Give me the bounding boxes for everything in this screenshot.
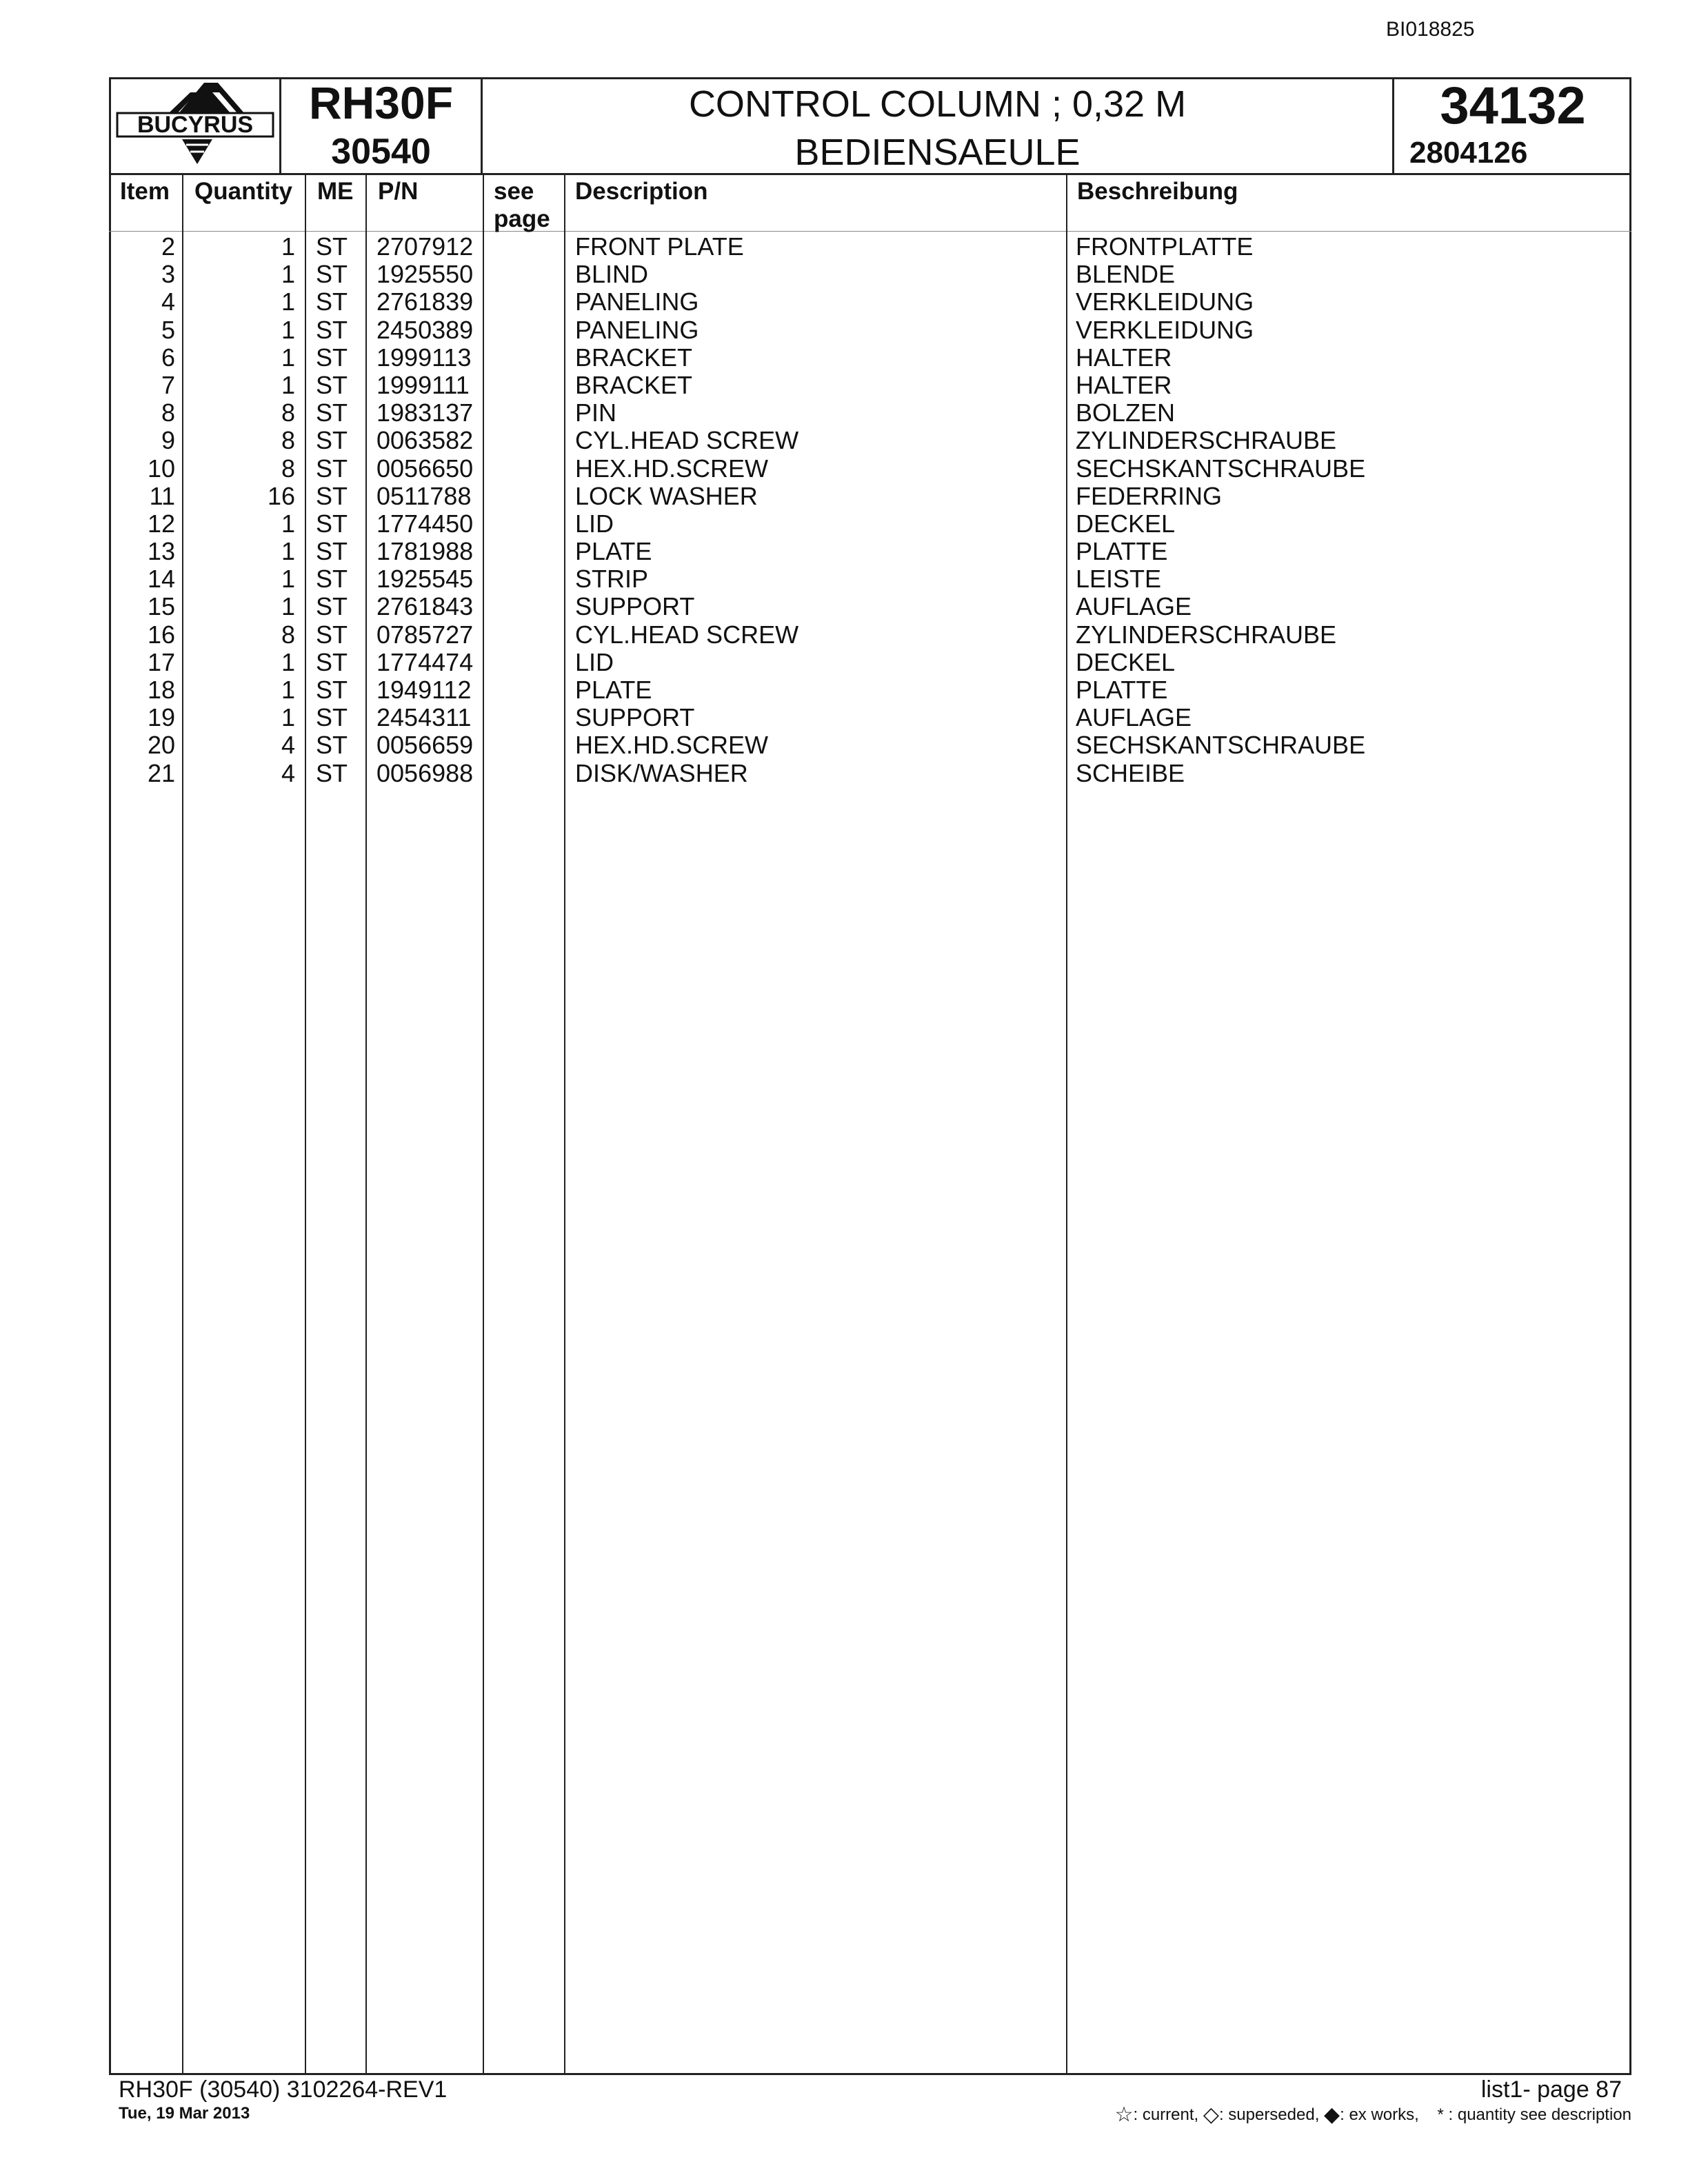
table-row bbox=[109, 483, 1631, 510]
item-cell: 16 bbox=[147, 620, 175, 649]
legend-superseded: : superseded, bbox=[1218, 2105, 1320, 2124]
quantity-cell: 1 bbox=[281, 315, 295, 344]
quantity-cell: 8 bbox=[281, 454, 295, 483]
part-number-cell: 1781988 bbox=[376, 537, 474, 566]
description-cell: BLIND bbox=[575, 260, 649, 289]
item-cell: 5 bbox=[161, 315, 175, 344]
quantity-cell: 8 bbox=[281, 398, 295, 427]
table-row bbox=[109, 261, 1631, 288]
beschreibung-cell: DECKEL bbox=[1076, 509, 1176, 538]
beschreibung-cell: VERKLEIDUNG bbox=[1076, 315, 1254, 344]
me-cell: ST bbox=[316, 370, 348, 399]
description-cell: BRACKET bbox=[575, 370, 693, 399]
me-cell: ST bbox=[316, 232, 348, 261]
part-number-cell: 2707912 bbox=[376, 232, 474, 261]
beschreibung-cell: ZYLINDERSCHRAUBE bbox=[1076, 620, 1337, 649]
column-header-beschreibung: Beschreibung bbox=[1077, 178, 1238, 205]
beschreibung-cell: PLATTE bbox=[1076, 676, 1168, 704]
column-header-pn: P/N bbox=[378, 178, 419, 205]
footer-legend bbox=[1115, 2103, 1631, 2127]
part-number-cell: 0056659 bbox=[376, 731, 474, 760]
quantity-cell: 1 bbox=[281, 343, 295, 372]
legend-ex-works: : ex works, bbox=[1340, 2105, 1419, 2124]
item-cell: 21 bbox=[147, 758, 175, 787]
group-number: 34132 bbox=[1440, 77, 1586, 135]
beschreibung-cell: HALTER bbox=[1076, 370, 1172, 399]
description-cell: HEX.HD.SCREW bbox=[575, 454, 769, 483]
me-cell: ST bbox=[316, 398, 348, 427]
beschreibung-cell: SCHEIBE bbox=[1076, 758, 1185, 787]
column-header-description: Description bbox=[575, 178, 708, 205]
table-row bbox=[109, 731, 1631, 759]
bucyrus-logo bbox=[109, 77, 281, 173]
group-number-cell bbox=[1394, 77, 1631, 173]
beschreibung-cell: ZYLINDERSCHRAUBE bbox=[1076, 426, 1337, 455]
beschreibung-cell: PLATTE bbox=[1076, 537, 1168, 566]
part-number-cell: 1774474 bbox=[376, 647, 474, 676]
me-cell: ST bbox=[316, 287, 348, 316]
column-header-item: Item bbox=[120, 178, 170, 205]
quantity-cell: 4 bbox=[281, 758, 295, 787]
me-cell: ST bbox=[316, 481, 348, 510]
table-row bbox=[109, 510, 1631, 538]
item-cell: 8 bbox=[161, 398, 175, 427]
beschreibung-cell: HALTER bbox=[1076, 343, 1172, 372]
item-cell: 15 bbox=[147, 592, 175, 621]
description-cell: PLATE bbox=[575, 676, 652, 704]
description-cell: BRACKET bbox=[575, 343, 693, 372]
footer-document-ref: RH30F (30540) 3102264-REV1 bbox=[119, 2076, 448, 2103]
column-header-quantity: Quantity bbox=[194, 178, 292, 205]
part-number-cell: 1999111 bbox=[376, 370, 470, 399]
quantity-cell: 8 bbox=[281, 620, 295, 649]
me-cell: ST bbox=[316, 343, 348, 372]
description-cell: LOCK WASHER bbox=[575, 481, 758, 510]
me-cell: ST bbox=[316, 676, 348, 704]
part-number-cell: 2761839 bbox=[376, 287, 474, 316]
legend-current: : current, bbox=[1133, 2105, 1199, 2124]
item-cell: 14 bbox=[147, 565, 175, 594]
table-row bbox=[109, 704, 1631, 731]
beschreibung-cell: BOLZEN bbox=[1076, 398, 1176, 427]
part-number-cell: 0056650 bbox=[376, 454, 474, 483]
item-cell: 19 bbox=[147, 703, 175, 732]
quantity-cell: 8 bbox=[281, 426, 295, 455]
description-cell: PANELING bbox=[575, 315, 699, 344]
part-number-cell: 2761843 bbox=[376, 592, 474, 621]
me-cell: ST bbox=[316, 509, 348, 538]
description-cell: CYL.HEAD SCREW bbox=[575, 426, 799, 455]
column-header-row bbox=[109, 175, 1631, 232]
description-cell: SUPPORT bbox=[575, 592, 695, 621]
logo-text: BUCYRUS bbox=[137, 112, 254, 138]
description-cell: PANELING bbox=[575, 287, 699, 316]
table-row bbox=[109, 676, 1631, 704]
me-cell: ST bbox=[316, 537, 348, 566]
star-outline-icon: ☆ bbox=[1114, 2103, 1134, 2126]
table-row bbox=[109, 288, 1631, 316]
table-row bbox=[109, 344, 1631, 372]
quantity-cell: 1 bbox=[281, 370, 295, 399]
me-cell: ST bbox=[316, 592, 348, 621]
table-row bbox=[109, 455, 1631, 483]
legend-quantity-note: * : quantity see description bbox=[1437, 2105, 1631, 2124]
quantity-cell: 1 bbox=[281, 232, 295, 261]
table-row bbox=[109, 372, 1631, 399]
item-cell: 3 bbox=[161, 260, 175, 289]
model-cell bbox=[281, 77, 483, 173]
beschreibung-cell: FEDERRING bbox=[1076, 481, 1223, 510]
part-number-cell: 1925550 bbox=[376, 260, 474, 289]
me-cell: ST bbox=[316, 731, 348, 760]
beschreibung-cell: VERKLEIDUNG bbox=[1076, 287, 1254, 316]
document-id: BI018825 bbox=[1386, 18, 1475, 41]
parts-table-body bbox=[109, 233, 1631, 787]
model-name: RH30F bbox=[308, 77, 454, 128]
table-row bbox=[109, 427, 1631, 454]
beschreibung-cell: DECKEL bbox=[1076, 647, 1176, 676]
description-cell: DISK/WASHER bbox=[575, 758, 748, 787]
item-cell: 17 bbox=[147, 647, 175, 676]
logo-cell bbox=[109, 77, 281, 173]
me-cell: ST bbox=[316, 260, 348, 289]
me-cell: ST bbox=[316, 758, 348, 787]
part-number-cell: 0063582 bbox=[376, 426, 474, 455]
beschreibung-cell: BLENDE bbox=[1076, 260, 1176, 289]
table-row bbox=[109, 316, 1631, 344]
table-row bbox=[109, 233, 1631, 261]
description-cell: PLATE bbox=[575, 537, 652, 566]
quantity-cell: 4 bbox=[281, 731, 295, 760]
item-cell: 4 bbox=[161, 287, 175, 316]
description-cell: PIN bbox=[575, 398, 617, 427]
item-cell: 12 bbox=[147, 509, 175, 538]
beschreibung-cell: LEISTE bbox=[1076, 565, 1162, 594]
item-cell: 6 bbox=[161, 343, 175, 372]
part-number-cell: 0785727 bbox=[376, 620, 474, 649]
item-cell: 18 bbox=[147, 676, 175, 704]
part-number-cell: 1774450 bbox=[376, 509, 474, 538]
description-cell: FRONT PLATE bbox=[575, 232, 744, 261]
model-code: 30540 bbox=[331, 132, 431, 172]
me-cell: ST bbox=[316, 647, 348, 676]
quantity-cell: 1 bbox=[281, 537, 295, 566]
me-cell: ST bbox=[316, 565, 348, 594]
diamond-filled-icon: ◆ bbox=[1324, 2103, 1340, 2126]
table-row bbox=[109, 621, 1631, 649]
quantity-cell: 1 bbox=[281, 287, 295, 316]
quantity-cell: 1 bbox=[281, 592, 295, 621]
table-row bbox=[109, 760, 1631, 787]
description-cell: HEX.HD.SCREW bbox=[575, 731, 769, 760]
footer-date: Tue, 19 Mar 2013 bbox=[119, 2104, 250, 2123]
table-row bbox=[109, 593, 1631, 620]
part-number-cell: 2450389 bbox=[376, 315, 474, 344]
me-cell: ST bbox=[316, 426, 348, 455]
me-cell: ST bbox=[316, 315, 348, 344]
part-number-cell: 0056988 bbox=[376, 758, 474, 787]
title-german: BEDIENSAEULE bbox=[794, 132, 1081, 173]
description-cell: STRIP bbox=[575, 565, 649, 594]
part-number-cell: 1983137 bbox=[376, 398, 474, 427]
item-cell: 9 bbox=[161, 426, 175, 455]
table-row bbox=[109, 565, 1631, 593]
quantity-cell: 16 bbox=[267, 481, 295, 510]
item-cell: 2 bbox=[161, 232, 175, 261]
beschreibung-cell: SECHSKANTSCHRAUBE bbox=[1076, 731, 1366, 760]
description-cell: SUPPORT bbox=[575, 703, 695, 732]
item-cell: 10 bbox=[147, 454, 175, 483]
item-cell: 13 bbox=[147, 537, 175, 566]
beschreibung-cell: AUFLAGE bbox=[1076, 703, 1192, 732]
part-number-cell: 1999113 bbox=[376, 343, 472, 372]
part-number-cell: 1925545 bbox=[376, 565, 474, 594]
beschreibung-cell: AUFLAGE bbox=[1076, 592, 1192, 621]
column-header-me: ME bbox=[317, 178, 354, 205]
title-english: CONTROL COLUMN ; 0,32 M bbox=[688, 83, 1187, 125]
quantity-cell: 1 bbox=[281, 703, 295, 732]
quantity-cell: 1 bbox=[281, 509, 295, 538]
item-cell: 20 bbox=[147, 731, 175, 760]
item-cell: 7 bbox=[161, 370, 175, 399]
header bbox=[109, 77, 1631, 175]
column-header-see-page: see page bbox=[494, 178, 550, 232]
sub-number: 2804126 bbox=[1409, 136, 1528, 170]
description-cell: LID bbox=[575, 647, 614, 676]
item-cell: 11 bbox=[149, 481, 175, 510]
quantity-cell: 1 bbox=[281, 676, 295, 704]
me-cell: ST bbox=[316, 620, 348, 649]
beschreibung-cell: SECHSKANTSCHRAUBE bbox=[1076, 454, 1366, 483]
quantity-cell: 1 bbox=[281, 647, 295, 676]
part-number-cell: 0511788 bbox=[376, 481, 472, 510]
footer-page-ref: list1- page 87 bbox=[1480, 2076, 1622, 2103]
description-cell: CYL.HEAD SCREW bbox=[575, 620, 799, 649]
quantity-cell: 1 bbox=[281, 565, 295, 594]
title-cell bbox=[483, 77, 1394, 173]
diamond-outline-icon: ◇ bbox=[1203, 2103, 1219, 2126]
part-number-cell: 1949112 bbox=[376, 676, 472, 704]
description-cell: LID bbox=[575, 509, 614, 538]
table-row bbox=[109, 399, 1631, 427]
me-cell: ST bbox=[316, 454, 348, 483]
table-row bbox=[109, 538, 1631, 565]
me-cell: ST bbox=[316, 703, 348, 732]
table-row bbox=[109, 649, 1631, 676]
part-number-cell: 2454311 bbox=[376, 703, 472, 732]
quantity-cell: 1 bbox=[281, 260, 295, 289]
beschreibung-cell: FRONTPLATTE bbox=[1076, 232, 1254, 261]
